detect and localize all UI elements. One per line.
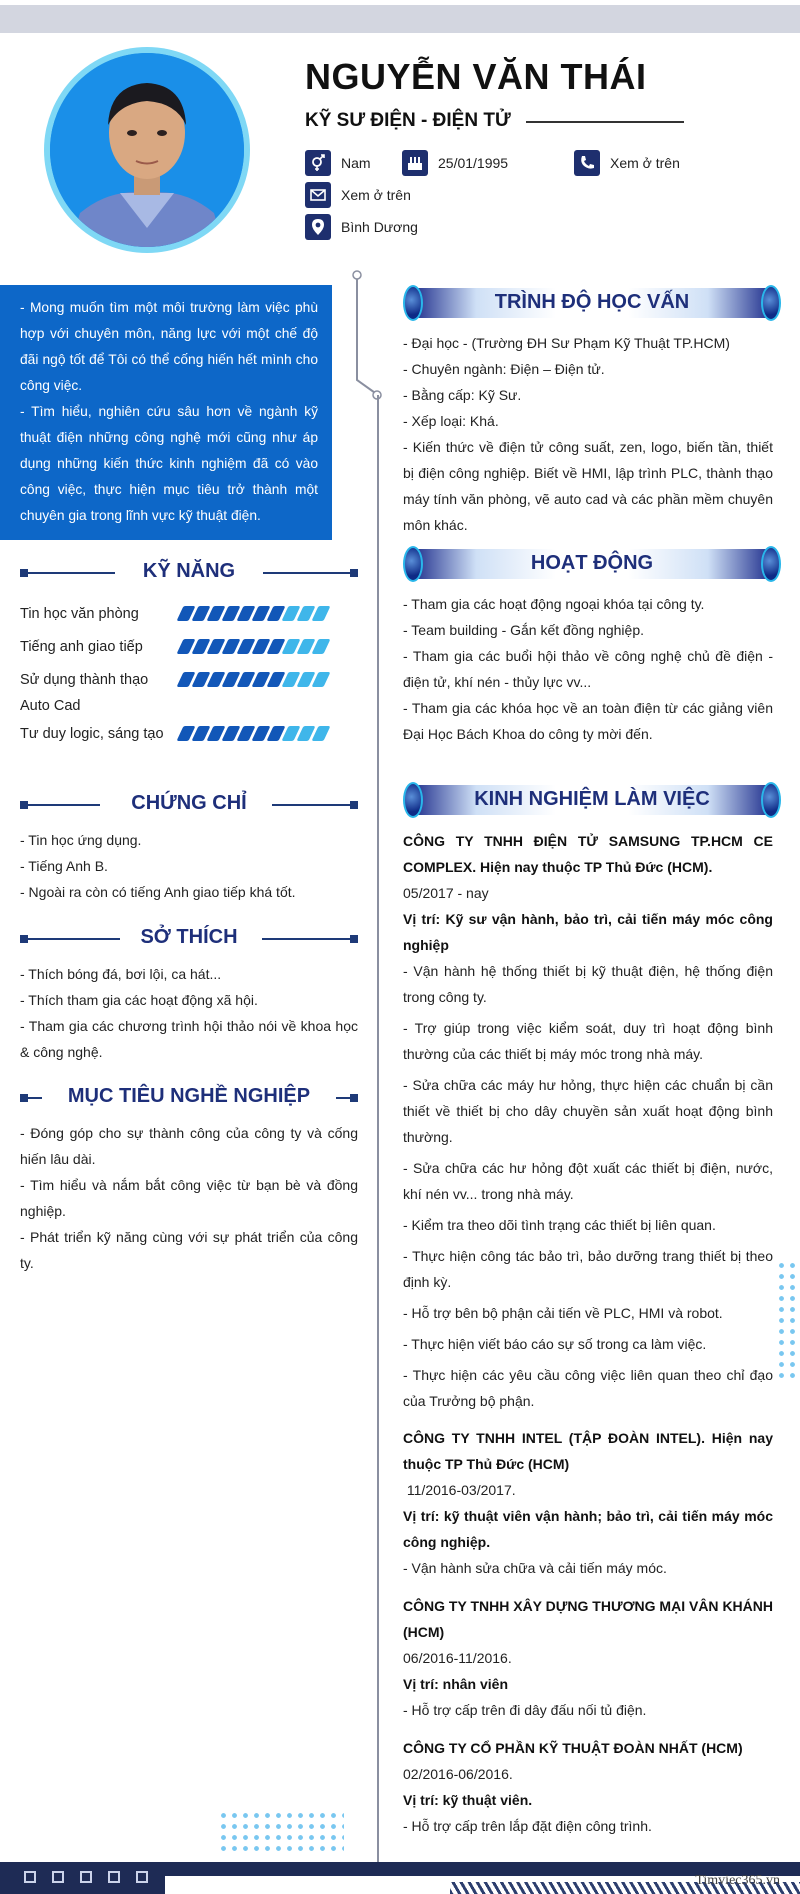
job-position: Vị trí: Kỹ sư vận hành, bảo trì, cải tiến máy móc công nghiệp: [403, 911, 773, 953]
company-name: CÔNG TY TNHH ĐIỆN TỬ SAMSUNG TP.HCM CE COMPLEX. Hiện nay thuộc TP Thủ Đức (HCM).: [403, 833, 773, 875]
birthday-value: 25/01/1995: [438, 155, 509, 171]
list-item: - Chuyên ngành: Điện – Điện tử.: [403, 361, 605, 377]
list-item: - Thích tham gia các hoạt động xã hội.: [20, 992, 258, 1008]
footer: [0, 1862, 800, 1894]
gender-value: Nam: [341, 155, 371, 171]
career-goals-list: [20, 1120, 358, 1276]
info-address: [305, 214, 418, 240]
education-title: TRÌNH ĐỘ HỌC VẤN: [494, 291, 690, 313]
email-value: Xem ở trên: [341, 187, 411, 203]
mail-icon: [305, 182, 331, 208]
list-item: - Kiến thức về điện tử công suất, zen, logo, biến tần, thiết bị điện công nghiệp. Biết về HMI, lập trình PLC, thành thạo máy tính văn phòng, vẽ auto cad và các phần mềm chuyên môn khác.: [403, 439, 773, 533]
skill-label: Tiếng anh giao tiếp: [20, 639, 143, 655]
info-email: [305, 182, 411, 208]
list-item: - Tham gia các hoạt động ngoại khóa tại công ty.: [403, 596, 705, 612]
certificates-list: [20, 827, 358, 905]
hobbies-list: [20, 961, 358, 1065]
company-name: CÔNG TY TNHH XÂY DỰNG THƯƠNG MẠI VÂN KHÁNH (HCM): [403, 1598, 773, 1640]
objective-box: [0, 285, 332, 540]
skill-level-bar: [180, 606, 350, 622]
list-item: - Đóng góp cho sự thành công của công ty và cống hiến lâu dài.: [20, 1125, 358, 1167]
education-heading: [403, 285, 781, 321]
experience-heading: [403, 782, 781, 818]
career-goals-heading: [20, 1083, 358, 1113]
skill-level-bar: [180, 639, 350, 655]
skills-heading: [20, 558, 358, 588]
experience-job-1: [403, 828, 773, 1414]
objective-paragraph-1: - Mong muốn tìm một môi trường làm việc phù hợp với chuyên môn, năng lực với một chế độ đãi ngộ tốt để Tôi có thể cống hiến hết mình cho công việc.: [20, 300, 318, 393]
phone-icon: [574, 150, 600, 176]
experience-job-2: [403, 1425, 773, 1581]
job-duty: - Thực hiện các yêu cầu công việc liên quan theo chỉ đạo của Trưởng bộ phận.: [403, 1367, 773, 1409]
skill-label: Tư duy logic, sáng tạo: [20, 726, 164, 742]
list-item: - Phát triển kỹ năng cùng với sự phát triển của công ty.: [20, 1229, 358, 1271]
skill-label: Sử dụng thành thạo Auto Cad: [20, 672, 149, 714]
list-item: - Tin học ứng dụng.: [20, 832, 142, 848]
avatar-portrait: [50, 53, 244, 247]
experience-job-4: [403, 1735, 773, 1839]
certificates-title: CHỨNG CHỈ: [119, 792, 258, 814]
activities-list: [403, 591, 773, 747]
career-goals-title: MỤC TIÊU NGHỀ NGHIỆP: [56, 1085, 322, 1107]
location-pin-icon: [305, 214, 331, 240]
job-duty: - Sửa chữa các hư hỏng đột xuất các thiết bị điện, nước, khí nén vv... trong nhà máy.: [403, 1160, 773, 1202]
job-period: 02/2016-06/2016.: [403, 1766, 513, 1782]
job-duty: - Hỗ trợ cấp trên lắp đặt điện công trình.: [403, 1818, 652, 1834]
list-item: - Bằng cấp: Kỹ Sư.: [403, 387, 522, 403]
skill-label: Tin học văn phòng: [20, 606, 139, 622]
birthday-cake-icon: [402, 150, 428, 176]
activities-title: HOẠT ĐỘNG: [530, 552, 654, 574]
skill-level-bar: [180, 726, 350, 742]
skills-title: KỸ NĂNG: [131, 560, 247, 582]
timeline-line: [377, 395, 379, 1865]
job-duty: - Thực hiện viết báo cáo sự số trong ca làm việc.: [403, 1336, 707, 1352]
decorative-dots: [776, 1260, 798, 1380]
address-value: Bình Dương: [341, 219, 418, 235]
top-bar: [0, 5, 800, 33]
watermark: Timviec365.vn: [695, 1873, 780, 1888]
avatar: [50, 53, 244, 247]
job-position: Vị trí: kỹ thuật viên.: [403, 1792, 533, 1808]
job-duty: - Trợ giúp trong việc kiểm soát, duy trì hoạt động bình thường của các thiết bị máy móc trong nhà máy.: [403, 1020, 773, 1062]
list-item: - Đại học - (Trường ĐH Sư Phạm Kỹ Thuật TP.HCM): [403, 335, 730, 351]
job-duty: - Thực hiện công tác bảo trì, bảo dưỡng trang thiết bị theo định kỳ.: [403, 1248, 773, 1290]
list-item: - Xếp loại: Khá.: [403, 413, 499, 429]
job-period: 06/2016-11/2016.: [403, 1650, 512, 1666]
info-birthday: [402, 150, 508, 176]
job-title: KỸ SƯ ĐIỆN - ĐIỆN TỬ: [305, 110, 511, 131]
list-item: - Tham gia các khóa học về an toàn điện từ các giảng viên Đại Học Bách Khoa do công ty mời đến.: [403, 700, 773, 742]
skill-level-bar: [180, 672, 350, 688]
job-period: 05/2017 - nay: [403, 885, 489, 901]
job-period: 11/2016-03/2017.: [403, 1482, 516, 1498]
education-list: [403, 330, 773, 538]
list-item: - Tìm hiểu và nắm bắt công việc từ bạn bè và đồng nghiệp.: [20, 1177, 358, 1219]
job-duty: - Sửa chữa các máy hư hỏng, thực hiện các chuẩn bị cần thiết về thiết bị cho dây chuyền sản xuất hoạt động bình thường.: [403, 1077, 773, 1145]
experience-title: KINH NGHIỆM LÀM VIỆC: [474, 788, 710, 810]
job-position: Vị trí: kỹ thuật viên vận hành; bảo trì, cải tiến máy móc công nghiệp.: [403, 1508, 773, 1550]
list-item: - Tham gia các chương trình hội thảo nói về khoa học & công nghệ.: [20, 1018, 358, 1060]
decorative-dots: [218, 1810, 344, 1856]
job-duty: - Vận hành hệ thống thiết bị kỹ thuật điện, hệ thống điện trong công ty.: [403, 963, 773, 1005]
info-gender: [305, 150, 371, 176]
phone-value: Xem ở trên: [610, 155, 680, 171]
job-duty: - Kiểm tra theo dõi tình trạng các thiết bị liên quan.: [403, 1217, 716, 1233]
hobbies-title: SỞ THÍCH: [128, 926, 249, 948]
timeline-connector: [350, 270, 410, 410]
list-item: - Tham gia các buổi hội thảo về công nghệ chủ đề điện - điện tử, khí nén - thủy lực vv...: [403, 648, 773, 690]
list-item: - Thích bóng đá, bơi lội, ca hát...: [20, 966, 222, 982]
objective-paragraph-2: - Tìm hiểu, nghiên cứu sâu hơn về ngành kỹ thuật điện những công nghệ mới cũng như áp dụng những kiến thức kinh nghiệm đã có vào công việc, thực hiện mục tiêu trở thành một chuyên gia trong lĩnh vực kỹ thuật điện.: [20, 404, 318, 523]
list-item: - Team building - Gắn kết đồng nghiệp.: [403, 622, 645, 638]
job-duty: - Hỗ trợ cấp trên đi dây đấu nối tủ điện.: [403, 1702, 647, 1718]
company-name: CÔNG TY TNHH INTEL (TẬP ĐOÀN INTEL). Hiện nay thuộc TP Thủ Đức (HCM): [403, 1430, 773, 1472]
job-duty: - Vận hành sửa chữa và cải tiến máy móc.: [403, 1560, 667, 1576]
hobbies-heading: [20, 924, 358, 954]
list-item: - Tiếng Anh B.: [20, 858, 108, 874]
activities-heading: [403, 546, 781, 582]
list-item: - Ngoài ra còn có tiếng Anh giao tiếp khá tốt.: [20, 884, 296, 900]
company-name: CÔNG TY CỔ PHẦN KỸ THUẬT ĐOÀN NHẤT (HCM): [403, 1740, 743, 1756]
experience-job-3: [403, 1593, 773, 1723]
title-divider: [526, 121, 684, 123]
info-phone: [574, 150, 680, 176]
candidate-name: NGUYỄN VĂN THÁI: [305, 56, 647, 97]
gender-icon: [305, 150, 331, 176]
job-duty: - Hỗ trợ bên bộ phận cải tiến về PLC, HMI và robot.: [403, 1305, 723, 1321]
certificates-heading: [20, 790, 358, 820]
job-position: Vị trí: nhân viên: [403, 1676, 509, 1692]
